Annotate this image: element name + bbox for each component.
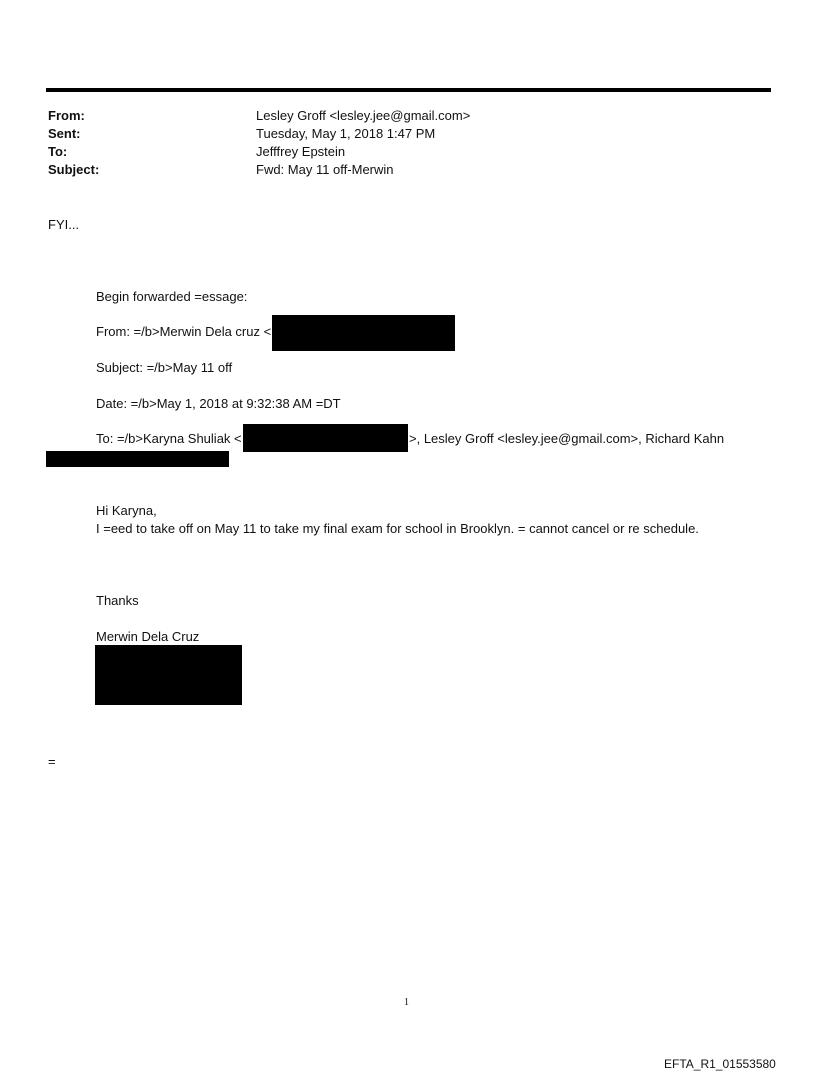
signature-name: Merwin Dela Cruz: [96, 629, 200, 644]
subject-value: Fwd: May 11 off-Merwin: [256, 162, 394, 177]
redaction-box: [46, 451, 229, 467]
forwarded-subject: Subject: =/b>May 11 off: [96, 360, 233, 375]
redaction-box: [272, 315, 455, 351]
page-number: 1: [404, 997, 409, 1008]
document-id: EFTA_R1_01553580: [664, 1057, 776, 1071]
forwarded-begin: Begin forwarded =essage:: [96, 289, 248, 304]
message-text: I =eed to take off on May 11 to take my final exam for school in Brooklyn. = cannot cancel or re schedule.: [96, 521, 699, 536]
intro-text: FYI...: [48, 217, 80, 232]
to-value: Jefffrey Epstein: [256, 144, 346, 159]
header-rule: [46, 88, 771, 92]
forwarded-date: Date: =/b>May 1, 2018 at 9:32:38 AM =DT: [96, 396, 341, 411]
redaction-box: [95, 645, 242, 705]
thanks-text: Thanks: [96, 593, 139, 608]
sent-value: Tuesday, May 1, 2018 1:47 PM: [256, 126, 436, 141]
from-value: Lesley Groff <lesley.jee@gmail.com>: [256, 108, 471, 123]
trailing-char: =: [48, 754, 56, 769]
forwarded-from: From: =/b>Merwin Dela cruz <: [96, 324, 272, 339]
sent-label: Sent:: [48, 126, 81, 141]
to-label: To:: [48, 144, 68, 159]
forwarded-to-suffix: >, Lesley Groff <lesley.jee@gmail.com>, Richard Kahn: [409, 431, 725, 446]
forwarded-to-prefix: To: =/b>Karyna Shuliak <: [96, 431, 242, 446]
from-label: From:: [48, 108, 85, 123]
redaction-box: [243, 424, 408, 452]
subject-label: Subject:: [48, 162, 100, 177]
greeting-text: Hi Karyna,: [96, 503, 157, 518]
